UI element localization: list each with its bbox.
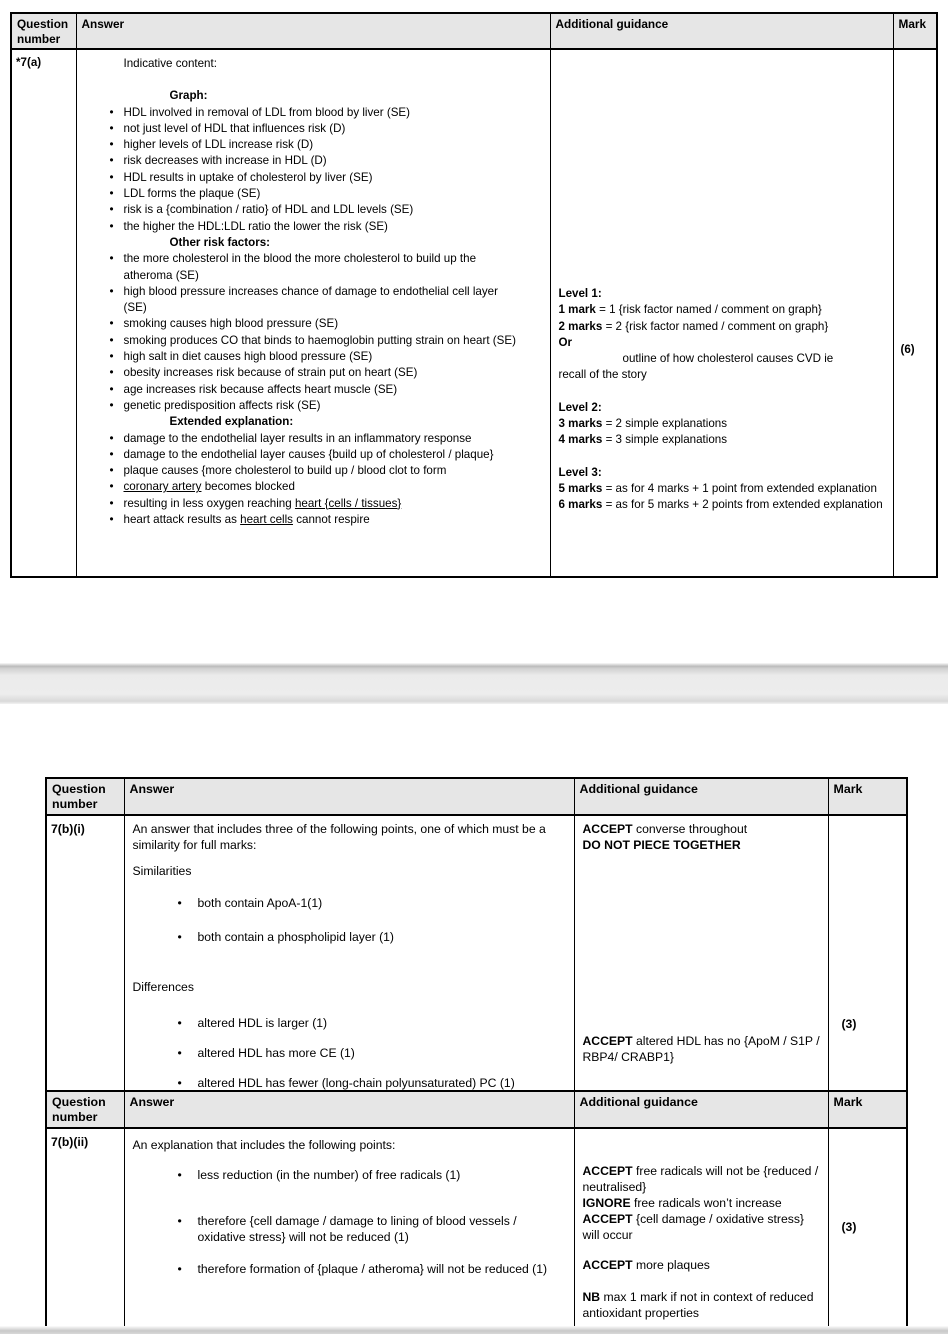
additional-guidance-cell — [574, 1128, 828, 1330]
mark-cell — [893, 49, 937, 577]
bullet-item: • plaque causes {more cholesterol to build up / blood clot to form — [110, 463, 518, 479]
bullet-item: • therefore {cell damage / damage to lining of blood vessels / oxidative stress} will not be reduced (1) — [178, 1213, 560, 1245]
header-mark: Mark — [828, 1091, 907, 1128]
bullet-item: • less reduction (in the number) of free radicals (1) — [178, 1167, 560, 1183]
guidance-line: 4 marks = 3 simple explanations — [558, 433, 728, 447]
similarities-heading: Similarities — [132, 864, 192, 878]
guidance-line: recall of the story — [558, 368, 647, 382]
bullet-item: • genetic predisposition affects risk (SE) — [110, 398, 518, 414]
bullet-item: • not just level of HDL that influences risk (D) — [110, 121, 518, 137]
or-label: Or — [558, 335, 573, 349]
guidance-line: outline of how cholesterol causes CVD ie — [622, 352, 834, 366]
mark-value: (3) — [841, 1220, 857, 1234]
guidance-line: ACCEPT {cell damage / oxidative stress} will occur — [582, 1212, 805, 1242]
guidance-line: ACCEPT free radicals will not be {reduced / neutralised} — [582, 1164, 819, 1194]
mark-scheme-table-7a — [10, 12, 938, 578]
guidance-line: 1 mark = 1 {risk factor named / comment on graph} — [558, 303, 822, 317]
guidance-line: 6 marks = as for 5 marks + 2 points from extended explanation — [558, 498, 883, 512]
header-question-number: Question number — [46, 1091, 124, 1128]
other-risk-bullet-list — [110, 251, 518, 414]
header-additional-guidance: Additional guidance — [574, 778, 828, 815]
answer-intro: An answer that includes three of the following points, one of which must be a similarity for full marks: — [132, 822, 546, 852]
bullet-item: • LDL forms the plaque (SE) — [110, 186, 518, 202]
graph-heading: Graph: — [169, 89, 208, 103]
bullet-item: • damage to the endothelial layer causes {build up of cholesterol / plaque} — [110, 447, 518, 463]
header-answer: Answer — [124, 778, 574, 815]
level1-heading: Level 1: — [558, 287, 602, 300]
mark-scheme-table-7bi — [45, 777, 908, 1093]
bullet-item: • altered HDL is larger (1) — [178, 1015, 560, 1031]
header-mark: Mark — [893, 13, 937, 49]
header-question-number: Question number — [11, 13, 76, 49]
mark-value: (6) — [900, 343, 915, 356]
bullet-item: • the higher the HDL:LDL ratio the lower the risk (SE) — [110, 219, 518, 235]
question-number: 7(b)(i) — [51, 822, 85, 836]
header-answer: Answer — [124, 1091, 574, 1128]
header-question-number: Question number — [46, 778, 124, 815]
guidance-line: ACCEPT converse throughout — [582, 822, 748, 836]
bullet-item: • heart attack results as heart cells cannot respire — [110, 512, 518, 528]
answer-cell — [124, 815, 574, 1092]
guidance-line: NB max 1 mark if not in context of reduced antioxidant properties — [582, 1290, 814, 1320]
question-number-cell — [46, 815, 124, 1092]
mark-scheme-table-7bii — [45, 1090, 908, 1331]
bullet-item: • altered HDL has fewer (long-chain polyunsaturated) PC (1) — [178, 1075, 560, 1091]
bullet-item: • therefore formation of {plaque / atheroma} will not be reduced (1) — [178, 1261, 560, 1277]
guidance-line: IGNORE free radicals won’t increase — [582, 1196, 782, 1210]
guidance-line: 2 marks = 2 {risk factor named / comment on graph} — [558, 319, 829, 333]
indicative-content-label: Indicative content: — [123, 57, 217, 70]
answer-intro: An explanation that includes the following points: — [132, 1138, 396, 1152]
bullet-item: • risk decreases with increase in HDL (D) — [110, 153, 518, 169]
bullet-item: • high blood pressure increases chance of damage to endothelial cell layer (SE) — [110, 284, 518, 317]
bottom-page-separator — [0, 1326, 948, 1334]
mark-cell — [828, 1128, 907, 1330]
bullet-item: • both contain ApoA-1(1) — [178, 895, 560, 911]
bullet-item: • HDL involved in removal of LDL from blood by liver (SE) — [110, 105, 518, 121]
extended-bullet-list — [110, 431, 518, 529]
bullet-item: • damage to the endothelial layer results in an inflammatory response — [110, 431, 518, 447]
level3-heading: Level 3: — [558, 465, 602, 479]
mark-value: (3) — [841, 1017, 857, 1031]
question-number: 7(b)(ii) — [51, 1135, 89, 1149]
table-row — [11, 49, 937, 577]
level2-heading: Level 2: — [558, 400, 602, 414]
table-row — [46, 815, 907, 1092]
page-separator — [0, 663, 948, 704]
table-header-row — [46, 778, 907, 815]
answer-cell — [124, 1128, 574, 1330]
bullet-item: • high salt in diet causes high blood pressure (SE) — [110, 349, 518, 365]
guidance-line: DO NOT PIECE TOGETHER — [582, 838, 741, 852]
guidance-line: 3 marks = 2 simple explanations — [558, 417, 728, 431]
table-header-row — [46, 1091, 907, 1128]
question-number-cell — [11, 49, 76, 577]
table-row — [46, 1128, 907, 1330]
bullet-item: • smoking causes high blood pressure (SE) — [110, 316, 518, 332]
mark-cell — [828, 815, 907, 1092]
header-additional-guidance: Additional guidance — [550, 13, 893, 49]
guidance-line: ACCEPT more plaques — [582, 1258, 710, 1272]
bullet-item: • the more cholesterol in the blood the more cholesterol to build up the atheroma (SE) — [110, 251, 518, 284]
question-number-cell — [46, 1128, 124, 1330]
guidance-line: ACCEPT altered HDL has no {ApoM / S1P / RBP4/ CRABP1} — [582, 1034, 820, 1064]
extended-explanation-heading: Extended explanation: — [169, 415, 294, 429]
bullet-item: • obesity increases risk because of strain put on heart (SE) — [110, 365, 518, 381]
additional-guidance-cell — [574, 815, 828, 1092]
answer-cell — [76, 49, 550, 577]
additional-guidance-cell — [550, 49, 893, 577]
bullet-item: • smoking produces CO that binds to haemoglobin putting strain on heart (SE) — [110, 333, 518, 349]
other-risk-factors-heading: Other risk factors: — [169, 235, 271, 249]
header-additional-guidance: Additional guidance — [574, 1091, 828, 1128]
guidance-line: 5 marks = as for 4 marks + 1 point from extended explanation — [558, 481, 877, 495]
bullet-item: • both contain a phospholipid layer (1) — [178, 929, 560, 945]
header-mark: Mark — [828, 778, 907, 815]
question-number: *7(a) — [16, 56, 42, 69]
bullet-item: • age increases risk because affects heart muscle (SE) — [110, 382, 518, 398]
bullet-item: • altered HDL has more CE (1) — [178, 1045, 560, 1061]
bullet-item: • coronary artery becomes blocked — [110, 479, 518, 495]
bullet-item: • HDL results in uptake of cholesterol by liver (SE) — [110, 170, 518, 186]
table-header-row — [11, 13, 937, 49]
graph-bullet-list — [110, 105, 518, 235]
differences-heading: Differences — [132, 980, 194, 994]
bullet-item: • resulting in less oxygen reaching heart {cells / tissues} — [110, 496, 518, 512]
bullet-item: • higher levels of LDL increase risk (D) — [110, 137, 518, 153]
bullet-item: • risk is a {combination / ratio} of HDL and LDL levels (SE) — [110, 202, 518, 218]
header-answer: Answer — [76, 13, 550, 49]
